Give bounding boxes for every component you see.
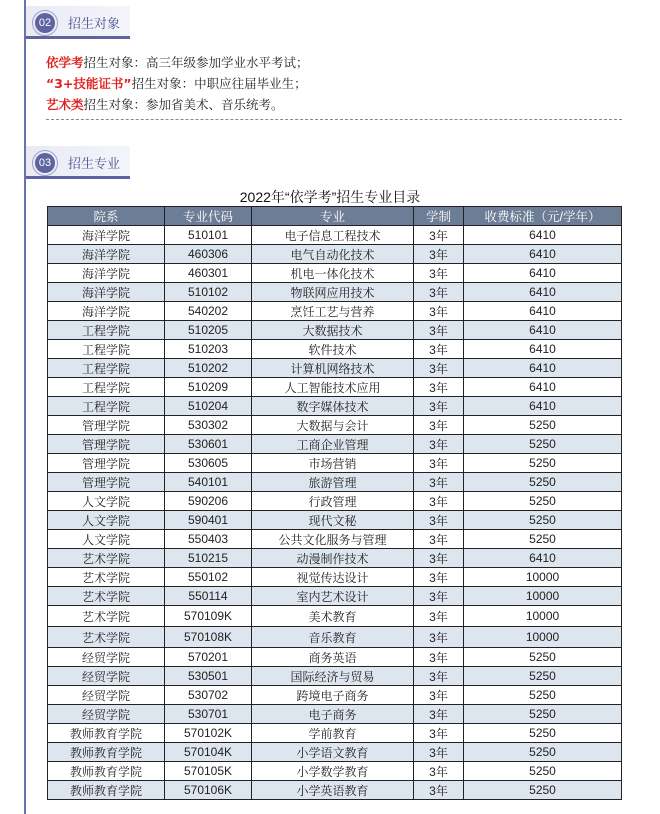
tuition-cell: 6410 (464, 359, 622, 378)
duration-cell: 3年 (414, 397, 464, 416)
table-row (48, 378, 622, 397)
eligibility-item (46, 52, 626, 73)
major-code-cell: 570109K (165, 606, 252, 627)
major-name-cell: 小学语文教育 (252, 743, 414, 762)
duration-cell: 3年 (414, 321, 464, 340)
catalog-table (47, 206, 622, 800)
department-cell: 管理学院 (48, 454, 165, 473)
major-name-cell: 旅游管理 (252, 473, 414, 492)
major-name-cell: 商务英语 (252, 648, 414, 667)
table-row (48, 648, 622, 667)
tuition-cell: 5250 (464, 492, 622, 511)
column-header: 收费标准（元/学年） (464, 207, 622, 226)
department-cell: 艺术学院 (48, 627, 165, 648)
table-row (48, 549, 622, 568)
table-row (48, 587, 622, 606)
table-row (48, 321, 622, 340)
major-name-cell: 市场营销 (252, 454, 414, 473)
tuition-cell: 5250 (464, 435, 622, 454)
department-cell: 人文学院 (48, 492, 165, 511)
table-row (48, 606, 622, 627)
department-cell: 海洋学院 (48, 226, 165, 245)
table-row (48, 686, 622, 705)
department-cell: 工程学院 (48, 340, 165, 359)
major-name-cell: 烹饪工艺与营养 (252, 302, 414, 321)
tuition-cell: 10000 (464, 606, 622, 627)
department-cell: 人文学院 (48, 530, 165, 549)
major-code-cell: 570105K (165, 762, 252, 781)
section-number-badge: 03 (35, 153, 55, 173)
duration-cell: 3年 (414, 648, 464, 667)
major-name-cell: 小学英语教育 (252, 781, 414, 800)
section-title: 招生专业 (68, 157, 121, 172)
major-name-cell: 小学数学教育 (252, 762, 414, 781)
department-cell: 教师教育学院 (48, 781, 165, 800)
tuition-cell: 5250 (464, 743, 622, 762)
department-cell: 工程学院 (48, 321, 165, 340)
section-header-03 (26, 146, 130, 179)
table-row (48, 416, 622, 435)
duration-cell: 3年 (414, 511, 464, 530)
tuition-cell: 6410 (464, 378, 622, 397)
major-code-cell: 570102K (165, 724, 252, 743)
major-name-cell: 视觉传达设计 (252, 568, 414, 587)
table-row (48, 568, 622, 587)
section-header-02 (26, 6, 130, 39)
duration-cell: 3年 (414, 340, 464, 359)
department-cell: 艺术学院 (48, 606, 165, 627)
table-row (48, 492, 622, 511)
table-row (48, 530, 622, 549)
major-code-cell: 530702 (165, 686, 252, 705)
tuition-cell: 5250 (464, 686, 622, 705)
duration-cell: 3年 (414, 264, 464, 283)
department-cell: 人文学院 (48, 511, 165, 530)
eligibility-text: 招生对象：高三年级参加学业水平考试； (83, 55, 309, 70)
duration-cell: 3年 (414, 378, 464, 397)
tuition-cell: 10000 (464, 627, 622, 648)
major-name-cell: 电气自动化技术 (252, 245, 414, 264)
major-code-cell: 510203 (165, 340, 252, 359)
table-row (48, 283, 622, 302)
table-row (48, 705, 622, 724)
department-cell: 工程学院 (48, 378, 165, 397)
eligibility-text: 招生对象：参加省美术、音乐统考。 (83, 97, 284, 112)
major-name-cell: 动漫制作技术 (252, 549, 414, 568)
department-cell: 经贸学院 (48, 686, 165, 705)
major-name-cell: 跨境电子商务 (252, 686, 414, 705)
duration-cell: 3年 (414, 416, 464, 435)
duration-cell: 3年 (414, 627, 464, 648)
department-cell: 管理学院 (48, 473, 165, 492)
major-code-cell: 590401 (165, 511, 252, 530)
tuition-cell: 6410 (464, 226, 622, 245)
major-name-cell: 大数据与会计 (252, 416, 414, 435)
duration-cell: 3年 (414, 245, 464, 264)
tuition-cell: 6410 (464, 321, 622, 340)
duration-cell: 3年 (414, 568, 464, 587)
duration-cell: 3年 (414, 492, 464, 511)
major-name-cell: 现代文秘 (252, 511, 414, 530)
eligibility-keyword: 艺术类 (46, 97, 84, 112)
major-code-cell: 570106K (165, 781, 252, 800)
major-name-cell: 物联网应用技术 (252, 283, 414, 302)
major-name-cell: 数字媒体技术 (252, 397, 414, 416)
major-code-cell: 540101 (165, 473, 252, 492)
catalog-body (48, 226, 622, 800)
major-code-cell: 530601 (165, 435, 252, 454)
table-row (48, 454, 622, 473)
duration-cell: 3年 (414, 302, 464, 321)
table-row (48, 473, 622, 492)
table-row (48, 264, 622, 283)
section-number-badge: 02 (35, 13, 55, 33)
department-cell: 艺术学院 (48, 587, 165, 606)
major-code-cell: 550403 (165, 530, 252, 549)
column-header: 专业 (252, 207, 414, 226)
duration-cell: 3年 (414, 781, 464, 800)
major-code-cell: 530701 (165, 705, 252, 724)
tuition-cell: 5250 (464, 530, 622, 549)
table-row (48, 781, 622, 800)
table-row (48, 340, 622, 359)
duration-cell: 3年 (414, 359, 464, 378)
table-row (48, 667, 622, 686)
eligibility-item (46, 73, 626, 94)
major-name-cell: 公共文化服务与管理 (252, 530, 414, 549)
department-cell: 经贸学院 (48, 705, 165, 724)
table-row (48, 724, 622, 743)
tuition-cell: 5250 (464, 648, 622, 667)
tuition-cell: 6410 (464, 245, 622, 264)
major-name-cell: 学前教育 (252, 724, 414, 743)
table-header-row (48, 207, 622, 226)
column-header: 院系 (48, 207, 165, 226)
major-name-cell: 机电一体化技术 (252, 264, 414, 283)
major-name-cell: 电子商务 (252, 705, 414, 724)
department-cell: 艺术学院 (48, 549, 165, 568)
department-cell: 教师教育学院 (48, 762, 165, 781)
table-row (48, 226, 622, 245)
major-code-cell: 540202 (165, 302, 252, 321)
major-name-cell: 国际经济与贸易 (252, 667, 414, 686)
department-cell: 艺术学院 (48, 568, 165, 587)
major-name-cell: 软件技术 (252, 340, 414, 359)
major-code-cell: 550114 (165, 587, 252, 606)
table-row (48, 397, 622, 416)
tuition-cell: 6410 (464, 397, 622, 416)
department-cell: 教师教育学院 (48, 724, 165, 743)
tuition-cell: 5250 (464, 473, 622, 492)
eligibility-keyword: 依学考 (46, 55, 84, 70)
major-code-cell: 460301 (165, 264, 252, 283)
table-row (48, 511, 622, 530)
duration-cell: 3年 (414, 530, 464, 549)
major-code-cell: 510102 (165, 283, 252, 302)
tuition-cell: 6410 (464, 302, 622, 321)
duration-cell: 3年 (414, 667, 464, 686)
department-cell: 管理学院 (48, 416, 165, 435)
major-code-cell: 510209 (165, 378, 252, 397)
tuition-cell: 10000 (464, 568, 622, 587)
department-cell: 工程学院 (48, 359, 165, 378)
eligibility-text: 招生对象：中职应往届毕业生； (131, 76, 307, 91)
department-cell: 海洋学院 (48, 283, 165, 302)
table-row (48, 762, 622, 781)
tuition-cell: 5250 (464, 781, 622, 800)
catalog-title: 2022年“依学考”招生专业目录 (239, 189, 421, 205)
table-row (48, 359, 622, 378)
major-name-cell: 室内艺术设计 (252, 587, 414, 606)
eligibility-list (46, 52, 626, 115)
tuition-cell: 6410 (464, 264, 622, 283)
duration-cell: 3年 (414, 226, 464, 245)
department-cell: 工程学院 (48, 397, 165, 416)
table-row (48, 627, 622, 648)
major-name-cell: 电子信息工程技术 (252, 226, 414, 245)
duration-cell: 3年 (414, 705, 464, 724)
tuition-cell: 5250 (464, 724, 622, 743)
duration-cell: 3年 (414, 283, 464, 302)
duration-cell: 3年 (414, 473, 464, 492)
department-cell: 海洋学院 (48, 302, 165, 321)
major-code-cell: 570108K (165, 627, 252, 648)
table-row (48, 302, 622, 321)
table-row (48, 245, 622, 264)
section-title: 招生对象 (68, 17, 121, 32)
duration-cell: 3年 (414, 587, 464, 606)
duration-cell: 3年 (414, 724, 464, 743)
tuition-cell: 6410 (464, 283, 622, 302)
major-code-cell: 550102 (165, 568, 252, 587)
tuition-cell: 6410 (464, 340, 622, 359)
major-code-cell: 510205 (165, 321, 252, 340)
tuition-cell: 5250 (464, 454, 622, 473)
major-code-cell: 570104K (165, 743, 252, 762)
tuition-cell: 6410 (464, 549, 622, 568)
department-cell: 经贸学院 (48, 648, 165, 667)
major-code-cell: 530302 (165, 416, 252, 435)
major-code-cell: 510101 (165, 226, 252, 245)
department-cell: 管理学院 (48, 435, 165, 454)
table-row (48, 743, 622, 762)
duration-cell: 3年 (414, 743, 464, 762)
department-cell: 教师教育学院 (48, 743, 165, 762)
tuition-cell: 10000 (464, 587, 622, 606)
department-cell: 海洋学院 (48, 245, 165, 264)
major-name-cell: 计算机网络技术 (252, 359, 414, 378)
eligibility-item (46, 94, 626, 115)
major-code-cell: 590206 (165, 492, 252, 511)
major-code-cell: 460306 (165, 245, 252, 264)
major-name-cell: 工商企业管理 (252, 435, 414, 454)
major-name-cell: 音乐教育 (252, 627, 414, 648)
table-row (48, 435, 622, 454)
tuition-cell: 5250 (464, 705, 622, 724)
department-cell: 经贸学院 (48, 667, 165, 686)
tuition-cell: 5250 (464, 762, 622, 781)
tuition-cell: 5250 (464, 667, 622, 686)
duration-cell: 3年 (414, 606, 464, 627)
major-name-cell: 行政管理 (252, 492, 414, 511)
major-name-cell: 人工智能技术应用 (252, 378, 414, 397)
duration-cell: 3年 (414, 686, 464, 705)
column-header: 专业代码 (165, 207, 252, 226)
duration-cell: 3年 (414, 454, 464, 473)
duration-cell: 3年 (414, 549, 464, 568)
column-header: 学制 (414, 207, 464, 226)
major-code-cell: 510202 (165, 359, 252, 378)
major-code-cell: 510204 (165, 397, 252, 416)
left-accent-rule (24, 0, 26, 814)
major-code-cell: 510215 (165, 549, 252, 568)
tuition-cell: 5250 (464, 511, 622, 530)
tuition-cell: 5250 (464, 416, 622, 435)
duration-cell: 3年 (414, 762, 464, 781)
major-name-cell: 美术教育 (252, 606, 414, 627)
major-code-cell: 530501 (165, 667, 252, 686)
duration-cell: 3年 (414, 435, 464, 454)
major-code-cell: 530605 (165, 454, 252, 473)
major-code-cell: 570201 (165, 648, 252, 667)
eligibility-keyword: “3+技能证书” (46, 76, 132, 91)
dashed-divider (46, 119, 622, 120)
major-name-cell: 大数据技术 (252, 321, 414, 340)
department-cell: 海洋学院 (48, 264, 165, 283)
